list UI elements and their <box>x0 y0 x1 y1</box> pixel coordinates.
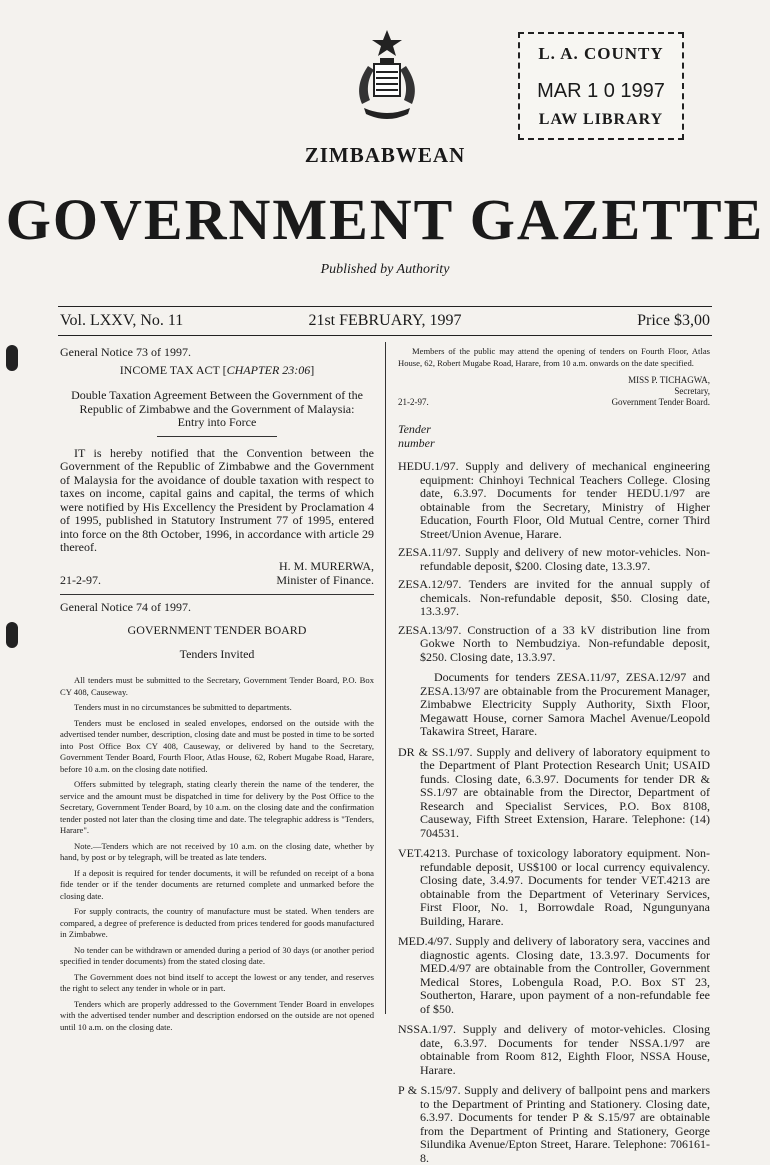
notice-73-heading: General Notice 73 of 1997. <box>60 345 191 359</box>
gazette-title: GOVERNMENT GAZETTE <box>5 187 765 252</box>
tender-rule-note: Note.—Tenders which are not received by 10 a.m. on the closing date, whether by hand, by post or by telegraph, will be treated as late tenders. <box>60 840 374 862</box>
notice-separator <box>60 594 374 595</box>
tenders-invited-heading: Tenders Invited <box>179 646 255 661</box>
tender-rule-paragraph: For supply contracts, the country of manufacture must be stated. When tenders are compared, a degree of preference is deducted from prices tendered for goods manufactured in Zimbabwe. <box>60 906 374 939</box>
public-opening-note: Members of the public may attend the opening of tenders on Fourth Floor, Atlas House, 62, Robert Mugabe Road, Harare, from 10 a.m. onwards on the date specified. <box>398 346 710 368</box>
binder-hole-mark <box>6 622 18 648</box>
secretary-org: Government Tender Board. <box>611 397 710 407</box>
tender-rules <box>60 675 374 1033</box>
signer-title: Minister of Finance. <box>276 572 374 587</box>
tender-number-label: Tender number <box>398 422 435 450</box>
tender-item: HEDU.1/97. Supply and delivery of mechanical engineering equipment: Chinhoyi Technical Teachers College. Closing date, 6.3.97. Documents for tender HEDU.1/97 are obtainable from the Secretary, Ministry of Higher Education, Fourth Floor, Old Mutual Centre, corner Third Street/Union Avenue, Harare. <box>398 459 710 541</box>
masthead-rule-bottom <box>58 335 712 336</box>
issue-date: 21st FEBRUARY, 1997 <box>308 312 462 329</box>
volume-number: Vol. LXXV, No. 11 <box>60 312 184 329</box>
binder-hole-mark <box>6 345 18 371</box>
tender-rule-paragraph: No tender can be withdrawn or amended during a period of 30 days (or another period specified in tender documents) from the stated closing date. <box>60 944 374 966</box>
signature-date: 21-2-97. <box>60 572 101 587</box>
library-received-stamp <box>518 32 684 140</box>
stamp-line-3: LAW LIBRARY <box>538 111 664 128</box>
tender-item: ZESA.12/97. Tenders are invited for the annual supply of chemicals. Non-refundable deposit, $50. Closing date, 13.3.97. <box>398 577 710 618</box>
tender-list <box>398 460 710 1165</box>
tender-board-heading: GOVERNMENT TENDER BOARD <box>127 623 307 637</box>
published-by-line: Published by Authority <box>320 262 450 277</box>
coat-of-arms-icon <box>350 28 424 132</box>
stamp-line-1: L. A. COUNTY <box>538 44 664 63</box>
secretary-title: Secretary, <box>674 386 710 396</box>
tender-item: NSSA.1/97. Supply and delivery of motor-vehicles. Closing date, 6.3.97. Documents for tender NSSA.1/97 are obtainable from Room 812, Eighth Floor, NSSA House, Harare. <box>398 1022 710 1077</box>
tender-item: MED.4/97. Supply and delivery of laboratory sera, vaccines and diagnostic agents. Closing date, 13.3.97. Documents for MED.4/97 are obtainable from the Controller, Government Medical Stores, Lobengula Road, P.O. Box ST 23, Southerton, Harare, upon payment of a non-refundable fee of $50. <box>398 934 710 1016</box>
tender-item: DR & SS.1/97. Supply and delivery of laboratory equipment to the Department of Plant Protection Research Unit; USAID funds. Closing date, 6.3.97. Documents for tender DR & SS.1/97 are obtainable from the Director, Department of Research and Specialist Services, P.O. Box 8108, Causeway, Fifth Street Extension, Harare. Telephone: (14) 704531. <box>398 744 710 840</box>
tender-rule-paragraph: Offers submitted by telegraph, stating clearly therein the name of the tenderer, the service and the amount must be dispatched in time for delivery by the Post Office to the Secretary, Government Tender Board, by 10 a.m. on the closing date and the confirmation tender posted not later than the closing time and date. The telegraphic address is "Tenders, Harare". <box>60 779 374 835</box>
notice-74-heading: General Notice 74 of 1997. <box>60 599 191 614</box>
divider <box>157 436 277 437</box>
notice-body: IT is hereby notified that the Convention between the Government of the Republic of Zimbabwe and the Government of Malaysia for the avoidance of double taxation with respect to taxes on income, capital gains and capital, the terms of which were notified by His Excellency the President by Proclamation 4 of 1995, published in Statutory Instrument 77 of 1995, entered into force on the 8th October, 1996, in accordance with article 29 thereof. <box>60 445 374 554</box>
notice-subject: Double Taxation Agreement Between the Government of the Republic of Zimbabwe and the Government of Malaysia: Entry into Force <box>71 388 363 429</box>
secretary-date: 21-2-97. <box>398 397 429 407</box>
tender-rule-paragraph: Tenders must be enclosed in sealed envelopes, endorsed on the outside with the advertised tender number, description, closing date and must be posted in time to be sorted into Post Office Box CY 408, Causeway, or delivered by hand to the Secretary, Government Tender Board, Fourth Floor, Atlas House, 62, Robert Mugabe Road, Harare, before 10 a.m. on the closing date notified. <box>60 717 374 774</box>
column-divider <box>385 342 386 1014</box>
tender-rule-paragraph: The Government does not bind itself to accept the lowest or any tender, and reserves the right to select any tender in whole or in part. <box>60 971 374 993</box>
issue-price: Price $3,00 <box>637 312 710 329</box>
act-heading: INCOME TAX ACT [CHAPTER 23:06] <box>119 362 315 377</box>
secretary-signature <box>398 375 710 421</box>
tender-rule-paragraph: Tenders which are properly addressed to the Government Tender Board in envelopes with the advertised tender number and description endorsed on the outside are not opened until 10 a.m. on the closing date. <box>60 998 374 1032</box>
secretary-name: MISS P. TICHAGWA, <box>628 375 710 385</box>
masthead-rule-top <box>58 306 712 307</box>
country-heading: ZIMBABWEAN <box>304 143 466 167</box>
tender-item: ZESA.11/97. Supply and delivery of new motor-vehicles. Non-refundable deposit, $200. Closing date, 13.3.97. <box>398 545 710 573</box>
tender-rule-paragraph: All tenders must be submitted to the Secretary, Government Tender Board, P.O. Box CY 408, Causeway. <box>60 675 374 697</box>
right-column <box>398 346 710 1165</box>
stamp-date: MAR 1 0 1997 <box>537 80 665 102</box>
tender-rule-paragraph: If a deposit is required for tender documents, it will be refunded on receipt of a bona fide tender or if the tender documents are returned complete and unmarked before the closing date. <box>60 867 374 901</box>
zesa-documents-note: Documents for tenders ZESA.11/97, ZESA.12/97 and ZESA.13/97 are obtainable from the Procurement Manager, Zimbabwe Electricity Supply Authority, Sixth Floor, Megawatt House, corner Samora Machel Avenue/Leopold Takawira Street, Harare. <box>420 670 710 738</box>
tender-rule-paragraph: Tenders must in no circumstances be submitted to departments. <box>74 702 292 712</box>
tender-item: VET.4213. Purchase of toxicology laboratory equipment. Non-refundable deposit, US$100 or local currency equivalency. Closing date, 3.4.97. Documents for tender VET.4213 are obtainable from the Department of Veterinary Services, First Floor, No. 1, Borrowdale Road, Ngungunyana Building, Harare. <box>398 846 710 928</box>
tender-item: P & S.15/97. Supply and delivery of ballpoint pens and markers to the Department of Printing and Stationery. Closing date, 6.3.97. Documents for tender P & S.15/97 are obtainable from the Department of Printing and Stationery, George Silundika Avenue/Epton Street, Harare. Telephone: 706161-8. <box>398 1083 710 1165</box>
left-column <box>60 346 374 1033</box>
signer-name: H. M. MURERWA, <box>278 558 374 573</box>
tender-item: ZESA.13/97. Construction of a 33 kV distribution line from Gokwe North to Nembudziya. Non-refundable deposit, $250. Closing date, 13.3.97. <box>398 622 710 664</box>
signature-block <box>60 560 374 588</box>
